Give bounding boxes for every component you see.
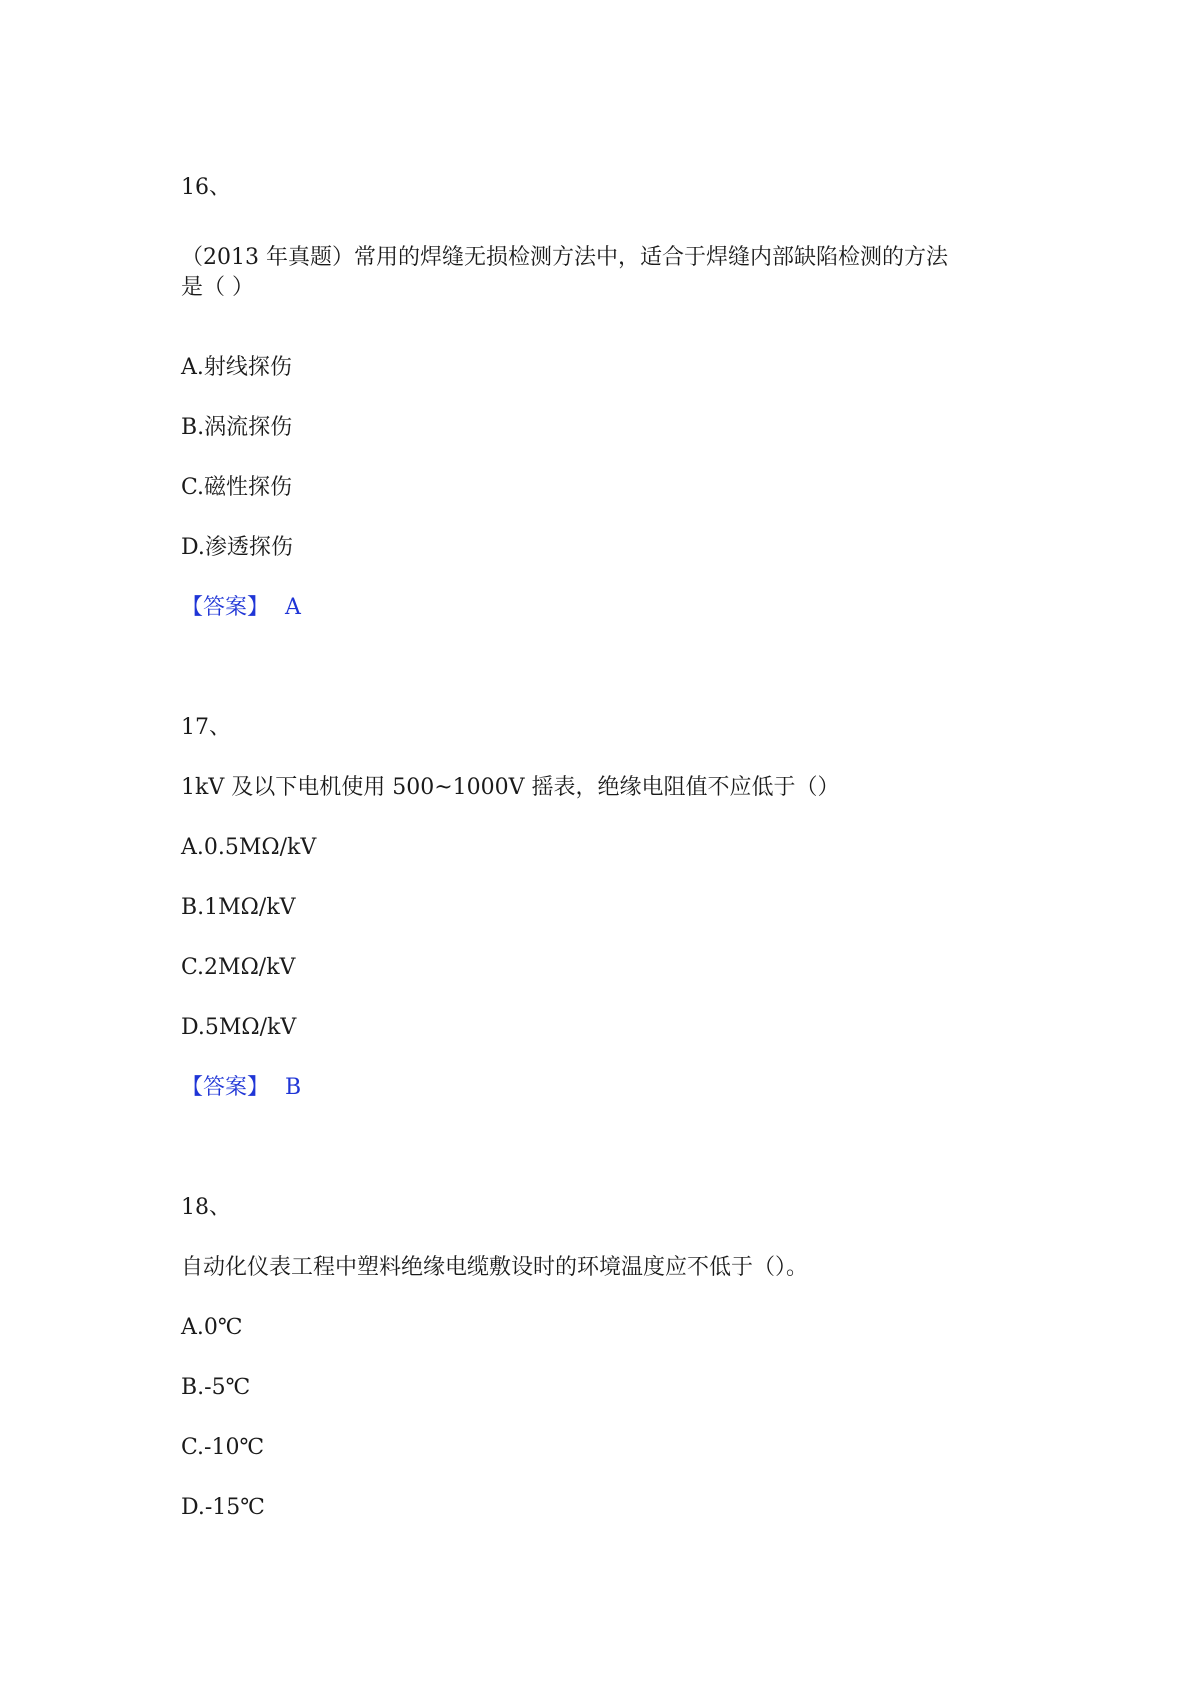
question-17-option-c: C.2MΩ/kV — [181, 955, 296, 980]
question-16-stem-line-1: （2013 年真题）常用的焊缝无损检测方法中，适合于焊缝内部缺陷检测的方法 — [181, 245, 948, 270]
question-18-stem-line-1: 自动化仪表工程中塑料绝缘电缆敷设时的环境温度应不低于（）。 — [181, 1255, 809, 1280]
question-18-option-d: D.-15℃ — [181, 1495, 265, 1520]
question-18-number: 18、 — [181, 1195, 231, 1220]
question-16-option-a: A.射线探伤 — [181, 355, 292, 380]
question-16-option-b: B.涡流探伤 — [181, 415, 293, 440]
question-18-option-c: C.-10℃ — [181, 1435, 265, 1460]
question-17-option-b: B.1MΩ/kV — [181, 895, 296, 920]
question-17-answer — [181, 1073, 301, 1103]
question-16-answer — [181, 593, 301, 623]
question-18-option-a: A.0℃ — [181, 1315, 243, 1340]
answer-label: 【答案】 — [181, 595, 270, 620]
question-17-number: 17、 — [181, 715, 231, 740]
question-16-number: 16、 — [181, 175, 231, 200]
question-17-option-a: A.0.5MΩ/kV — [181, 835, 317, 860]
question-17-option-d: D.5MΩ/kV — [181, 1015, 297, 1040]
question-16-option-c: C.磁性探伤 — [181, 475, 293, 500]
question-16-stem-line-2: 是（ ） — [181, 275, 254, 300]
answer-label: 【答案】 — [181, 1075, 270, 1100]
question-18-option-b: B.-5℃ — [181, 1375, 251, 1400]
question-17-stem-line-1: 1kV 及以下电机使用 500~1000V 摇表，绝缘电阻值不应低于（） — [181, 775, 840, 800]
question-16-option-d: D.渗透探伤 — [181, 535, 293, 560]
answer-value: B — [285, 1075, 302, 1100]
answer-value: A — [285, 595, 301, 620]
